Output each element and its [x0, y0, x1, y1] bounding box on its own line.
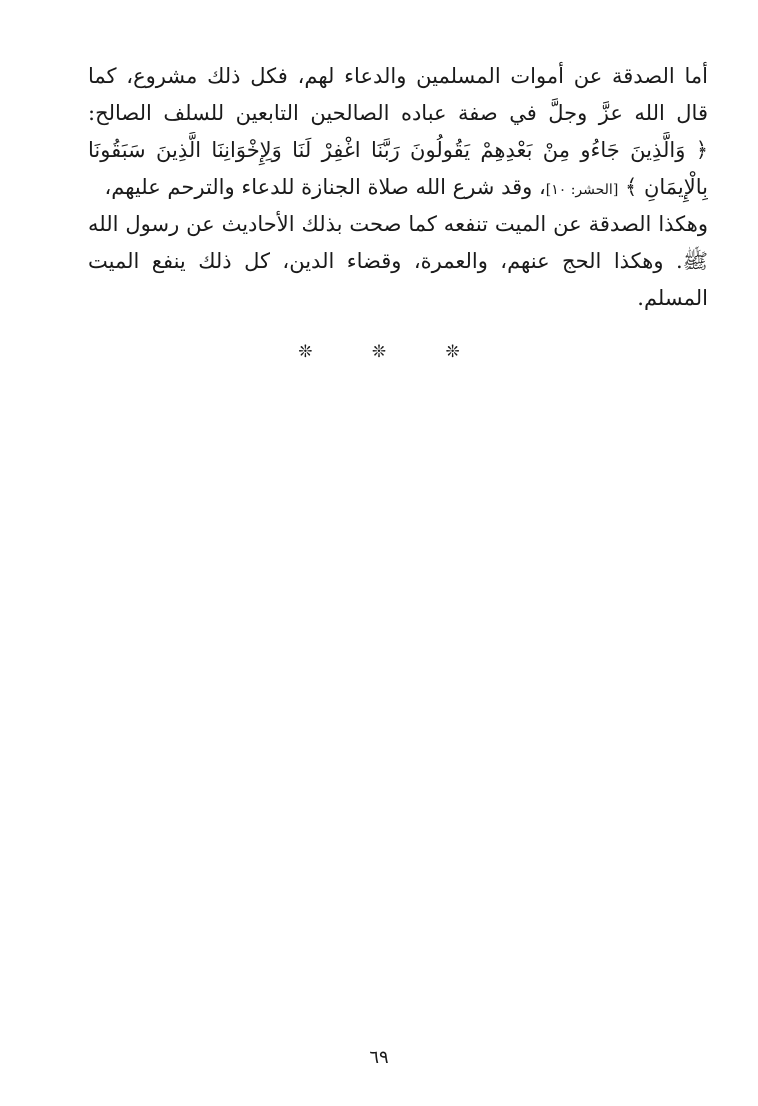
text-line-5: وهكذا الصدقة عن الميت تنفعه كما صحت بذلك الأحاديث عن رسول الله: [88, 212, 708, 236]
text-line-2: قال الله عزَّ وجلَّ في صفة عباده الصالحين التابعين للسلف الصالح:: [88, 101, 708, 125]
text-line-1: أما الصدقة عن أموات المسلمين والدعاء لهم، فكل ذلك مشروع، كما: [88, 64, 708, 88]
asterism-icon: ❊: [298, 342, 313, 362]
section-separator: [0, 340, 758, 364]
asterism-icon: ❊: [445, 342, 460, 362]
body-text: [88, 58, 708, 317]
verse-citation: [الحشر: ١٠]: [545, 182, 619, 198]
text-line-7: المسلم.: [637, 286, 708, 310]
page-number: ٦٩: [369, 1047, 389, 1068]
quran-verse-line-1: ﴿ وَالَّذِينَ جَاءُو مِنْ بَعْدِهِمْ يَقُولُونَ رَبَّنَا اغْفِرْ لَنَا وَلِإِخْوَانِنَا الَّذِينَ سَبَقُونَا: [88, 138, 708, 162]
text-line-4: [88, 169, 708, 206]
text-line-4-rest: ، وقد شرع الله صلاة الجنازة للدعاء والترحم عليهم،: [104, 175, 546, 199]
quran-verse-end: بِالْإِيمَانِ ﴾: [624, 175, 708, 199]
text-line-6: ﷺ. وهكذا الحج عنهم، والعمرة، وقضاء الدين، كل ذلك ينفع الميت: [88, 249, 708, 273]
asterism-icon: ❊: [371, 342, 387, 362]
